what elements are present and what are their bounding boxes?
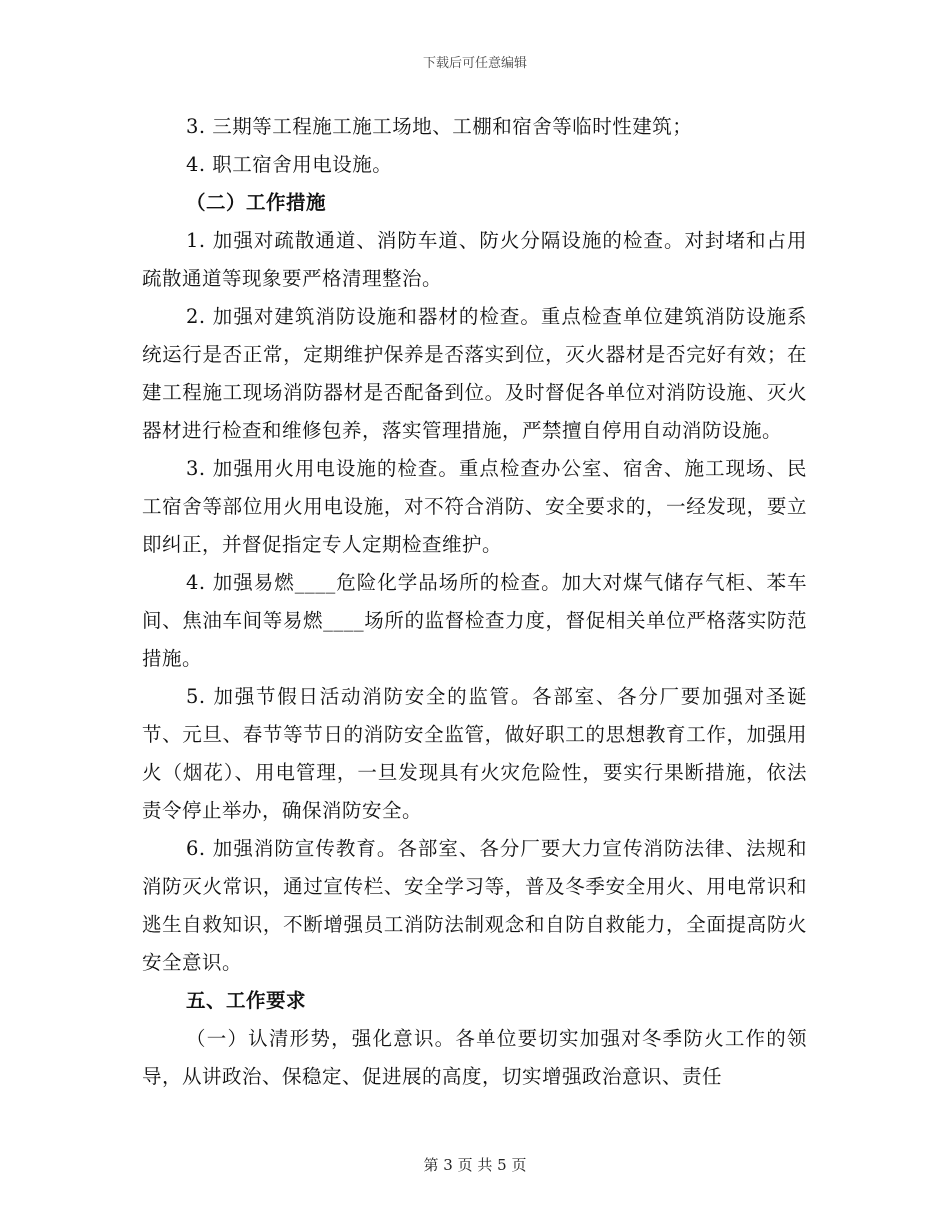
page-header: 下载后可任意编辑 — [422, 56, 527, 71]
list-item-3: 3. 三期等工程施工施工场地、工棚和宿舍等临时性建筑； — [186, 115, 693, 138]
measure-item-5: 5. 加强节假日活动消防安全的监管。各部室、各分厂要加强对圣诞节、元旦、春节等节日的消防安全监管，做好职工的思想教育工作，加强用火（烟花）、用电管理，一旦发现具有火灾危险性，要实行果断措施，依法责令停止举办，确保消防安全。 — [142, 685, 807, 822]
list-item-4: 4. 职工宿舍用电设施。 — [186, 153, 393, 176]
measure-item-6: 6. 加强消防宣传教育。各部室、各分厂要大力宣传消防法律、法规和消防灭火常识，通过宣传栏、安全学习等，普及冬季安全用火、用电常识和逃生自救知识，不断增强员工消防法制观念和自防自救能力，全面提高防火安全意识。 — [142, 837, 807, 974]
measure-item-1: 1. 加强对疏散通道、消防车道、防火分隔设施的检查。对封堵和占用疏散通道等现象要严格清理整治。 — [142, 229, 807, 290]
section-heading-work-requirements: 五、工作要求 — [186, 989, 307, 1012]
measure-item-3: 3. 加强用火用电设施的检查。重点检查办公室、宿舍、施工现场、民工宿舍等部位用火用电设施，对不符合消防、安全要求的，一经发现，要立即纠正，并督促指定专人定期检查维护。 — [142, 457, 807, 556]
section-heading-work-measures: （二）工作措施 — [186, 191, 327, 214]
measure-item-2: 2. 加强对建筑消防设施和器材的检查。重点检查单位建筑消防设施系统运行是否正常，定期维护保养是否落实到位，灭火器材是否完好有效；在建工程施工现场消防器材是否配备到位。及时督促各单位对消防设施、灭火器材进行检查和维修包养，落实管理措施，严禁擅自停用自动消防设施。 — [142, 305, 807, 442]
document-body — [142, 108, 807, 1096]
page-footer: 第 3 页 共 5 页 — [423, 1156, 527, 1174]
measure-item-4: 4. 加强易燃____危险化学品场所的检查。加大对煤气储存气柜、苯车间、焦油车间等易燃____场所的监督检查力度，督促相关单位严格落实防范措施。 — [142, 571, 807, 670]
requirement-item-1: （一）认清形势，强化意识。各单位要切实加强对冬季防火工作的领导，从讲政治、保稳定、促进展的高度，切实增强政治意识、责任 — [142, 1027, 807, 1088]
